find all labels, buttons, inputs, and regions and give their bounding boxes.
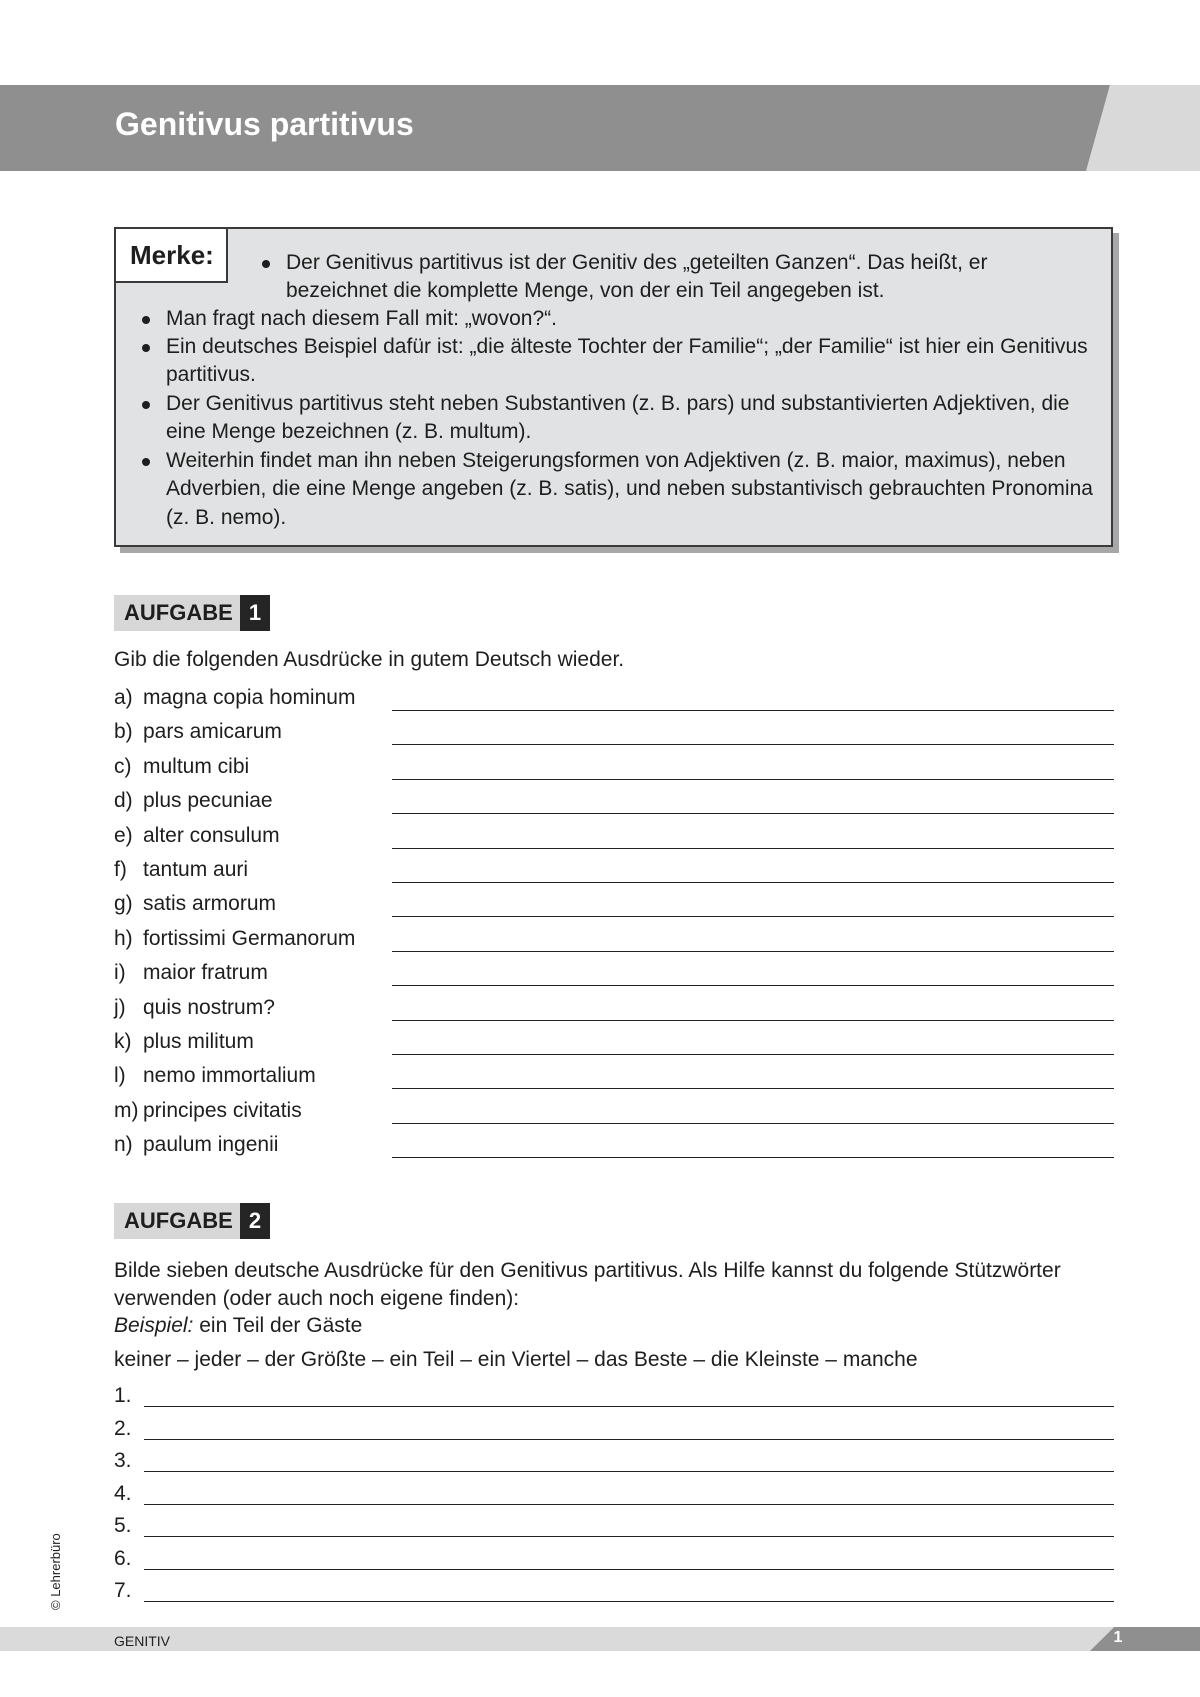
answer-line[interactable] xyxy=(392,985,1114,986)
item-letter: l) xyxy=(114,1064,126,1088)
task2-row xyxy=(114,1447,1114,1480)
latin-term: paulum ingenii xyxy=(143,1133,279,1157)
task2-example xyxy=(114,1314,362,1338)
task2-label: AUFGABE xyxy=(124,1208,233,1233)
latin-term: maior fratrum xyxy=(143,961,268,985)
task2-row xyxy=(114,1480,1114,1513)
task2-list xyxy=(114,1382,1114,1610)
task2-row xyxy=(114,1577,1114,1610)
item-letter: n) xyxy=(114,1133,133,1157)
line-number: 7. xyxy=(114,1579,132,1602)
answer-line[interactable] xyxy=(392,1020,1114,1021)
item-letter: f) xyxy=(114,857,127,881)
task1-row xyxy=(114,1028,1114,1062)
latin-term: nemo immortalium xyxy=(143,1064,316,1088)
answer-line[interactable] xyxy=(392,1088,1114,1089)
task2-row xyxy=(114,1545,1114,1578)
line-number: 3. xyxy=(114,1449,132,1472)
task1-number: 1 xyxy=(240,595,270,631)
item-letter: j) xyxy=(114,995,126,1019)
page-title: Genitivus partitivus xyxy=(115,106,414,142)
task1-row xyxy=(114,822,1114,856)
latin-term: fortissimi Germanorum xyxy=(143,926,356,950)
answer-line[interactable] xyxy=(392,882,1114,883)
item-letter: e) xyxy=(114,823,133,847)
page-number: 1 xyxy=(1113,1629,1123,1646)
task1-row xyxy=(114,787,1114,821)
answer-line[interactable] xyxy=(144,1536,1114,1537)
answer-line[interactable] xyxy=(144,1504,1114,1505)
task1-row xyxy=(114,856,1114,890)
task1-row xyxy=(114,1097,1114,1131)
item-letter: g) xyxy=(114,892,133,916)
latin-term: plus militum xyxy=(143,1029,254,1053)
line-number: 5. xyxy=(114,1514,132,1537)
answer-line[interactable] xyxy=(392,744,1114,745)
latin-term: tantum auri xyxy=(143,857,249,881)
answer-line[interactable] xyxy=(392,779,1114,780)
answer-line[interactable] xyxy=(392,1054,1114,1055)
task1-list xyxy=(114,684,1114,1165)
answer-line[interactable] xyxy=(144,1471,1114,1472)
task1-instruction: Gib die folgenden Ausdrücke in gutem Deutsch wieder. xyxy=(114,648,625,671)
task2-row xyxy=(114,1415,1114,1448)
latin-term: multum cibi xyxy=(143,754,250,778)
answer-line[interactable] xyxy=(392,813,1114,814)
answer-line[interactable] xyxy=(144,1601,1114,1602)
task1-label: AUFGABE xyxy=(124,600,233,625)
support-words: keiner – jeder – der Größte – ein Teil – ein Viertel – das Beste – die Kleinste – manche xyxy=(114,1348,918,1371)
latin-term: principes civitatis xyxy=(143,1098,302,1122)
answer-line[interactable] xyxy=(392,848,1114,849)
answer-line[interactable] xyxy=(144,1569,1114,1570)
task1-heading xyxy=(114,595,270,631)
line-number: 4. xyxy=(114,1481,132,1505)
task1-row xyxy=(114,959,1114,993)
latin-term: alter consulum xyxy=(143,823,280,847)
item-letter: b) xyxy=(114,720,133,744)
latin-term: magna copia hominum xyxy=(143,686,356,709)
item-letter: i) xyxy=(114,961,126,985)
example-label: Beispiel: xyxy=(114,1314,194,1337)
task1-row xyxy=(114,890,1114,924)
latin-term: quis nostrum? xyxy=(143,995,275,1019)
task1-row xyxy=(114,1131,1114,1165)
line-number: 1. xyxy=(114,1384,132,1407)
task2-row xyxy=(114,1512,1114,1545)
item-letter: a) xyxy=(114,686,133,709)
answer-line[interactable] xyxy=(392,1157,1114,1158)
line-number: 6. xyxy=(114,1546,132,1570)
task1-row xyxy=(114,718,1114,752)
merke-bullet: Ein deutsches Beispiel dafür ist: „die älteste Tochter der Familie“; „der Familie“ ist hier ein Genitivus partitivus. xyxy=(166,333,1096,390)
answer-line[interactable] xyxy=(144,1439,1114,1440)
task1-row xyxy=(114,1062,1114,1096)
latin-term: satis armorum xyxy=(143,892,277,916)
copyright: © Lehrerbüro xyxy=(48,1533,63,1610)
task1-row xyxy=(114,753,1114,787)
latin-term: pars amicarum xyxy=(143,720,282,744)
footer-section: GENITIV xyxy=(114,1633,171,1649)
task2-instruction: Bilde sieben deutsche Ausdrücke für den Genitivus partitivus. Als Hilfe kannst du folgende Stützwörter verwenden (oder auch noch eigene finden): xyxy=(114,1259,1061,1310)
line-number: 2. xyxy=(114,1416,132,1440)
merke-bullet: Der Genitivus partitivus steht neben Substantiven (z. B. pars) und substantivierten Adjektiven, die eine Menge bezeichnen (z. B. multum). xyxy=(166,390,1096,447)
answer-line[interactable] xyxy=(392,1123,1114,1124)
answer-line[interactable] xyxy=(392,951,1114,952)
item-letter: m) xyxy=(114,1098,139,1122)
item-letter: k) xyxy=(114,1029,132,1053)
task1-row xyxy=(114,684,1114,718)
answer-line[interactable] xyxy=(144,1406,1114,1407)
task1-row xyxy=(114,994,1114,1028)
latin-term: plus pecuniae xyxy=(143,789,273,813)
merke-bullet: Weiterhin findet man ihn neben Steigerungsformen von Adjektiven (z. B. maior, maximus), neben Adverbien, die eine Menge angeben (z. B. satis), und neben substantivisch gebrauchten Pronomina (z. B. nemo). xyxy=(166,447,1096,532)
task2-row xyxy=(114,1382,1114,1415)
task2-number: 2 xyxy=(240,1203,270,1239)
task2-heading xyxy=(114,1203,270,1239)
example-text: ein Teil der Gäste xyxy=(199,1314,363,1337)
item-letter: d) xyxy=(114,789,133,813)
task1-row xyxy=(114,925,1114,959)
merke-label: Merke: xyxy=(114,227,228,283)
answer-line[interactable] xyxy=(392,916,1114,917)
footer-band xyxy=(0,1627,1200,1651)
item-letter: h) xyxy=(114,926,133,950)
merke-box xyxy=(114,227,1113,547)
item-letter: c) xyxy=(114,754,132,778)
answer-line[interactable] xyxy=(392,710,1114,711)
merke-bullet: Der Genitivus partitivus ist der Genitiv des „geteilten Ganzen“. Das heißt, er bezeichnet die komplette Menge, von der ein Teil angegeben ist. xyxy=(286,249,1086,306)
merke-bullet: Man fragt nach diesem Fall mit: „wovon?“. xyxy=(166,305,1096,333)
